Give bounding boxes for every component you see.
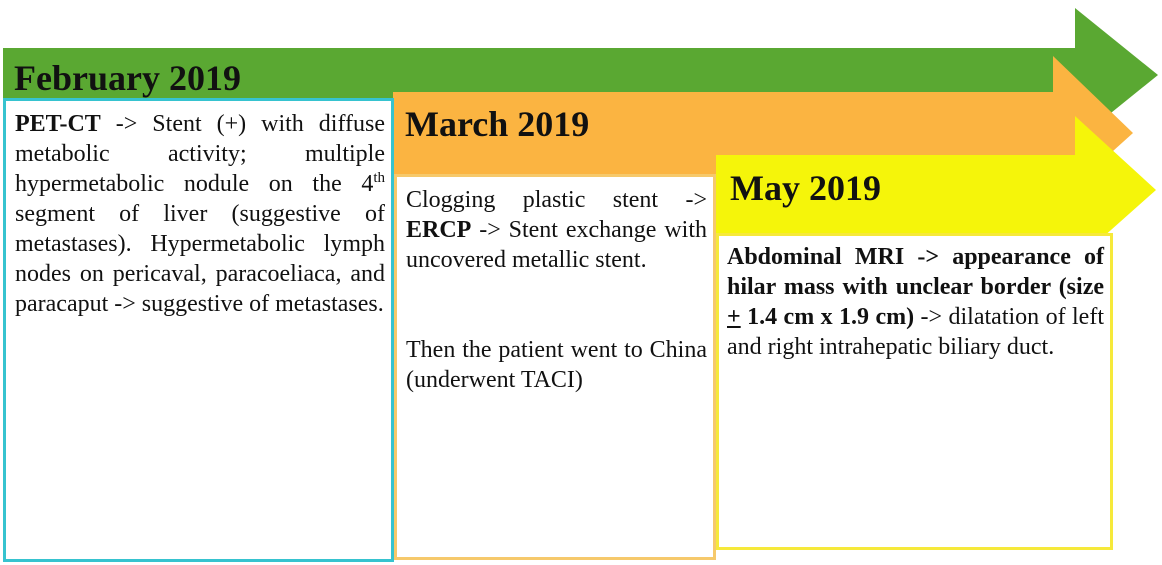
may-box [716, 233, 1113, 550]
plus-minus-sign: + [727, 304, 741, 330]
february-title: February 2019 [14, 58, 241, 98]
ercp-label: ERCP [406, 217, 472, 243]
may-title: May 2019 [730, 168, 881, 208]
may-bold-text: Abdominal MRI -> appearance of hilar mass with unclear border (size [727, 244, 1104, 300]
march-box [394, 174, 716, 560]
february-text-part: -> Stent (+) with diffuse metabolic activity; multiple hypermetabolic nodule on the 4 [15, 111, 385, 197]
may-text-part: -> dilatation of left and right intrahepatic biliary duct. [727, 304, 1104, 360]
may-text [727, 242, 1104, 362]
march-text-part: Clogging plastic stent -> [406, 187, 707, 213]
march-text-2: Then the patient went to China (underwent TACI) [406, 337, 707, 393]
may-bold-text: 1.4 cm x 1.9 cm) [740, 304, 915, 330]
february-text-part: segment of liver (suggestive of metastases). Hypermetabolic lymph nodes on pericaval, paracoeliaca, and paracaput -> suggestive of metastases. [15, 201, 385, 317]
ordinal-superscript: th [373, 170, 385, 186]
february-box [3, 98, 394, 562]
march-text [406, 185, 707, 275]
march-text-part: -> Stent exchange with uncovered metallic stent. [406, 217, 707, 273]
pet-ct-label: PET-CT [15, 111, 101, 137]
march-title: March 2019 [405, 104, 590, 144]
february-text [15, 109, 385, 319]
